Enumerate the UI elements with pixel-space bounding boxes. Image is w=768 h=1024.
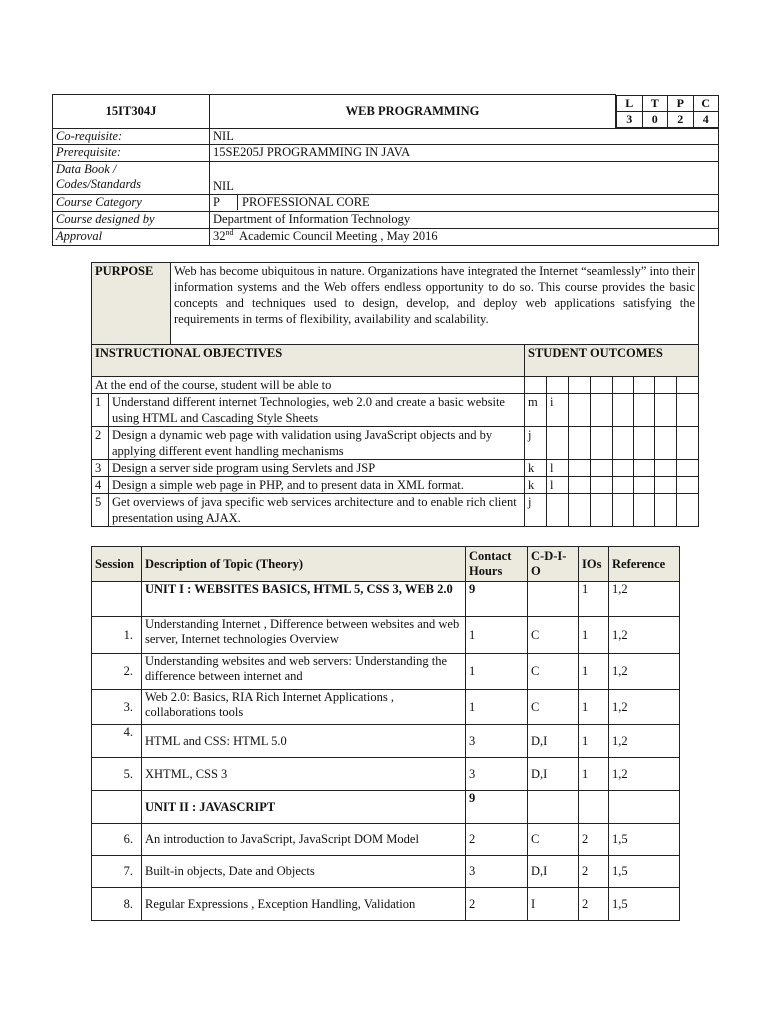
topic-row xyxy=(92,856,680,888)
outcome-blank xyxy=(677,377,699,394)
outcome-blank xyxy=(613,427,634,460)
outcome-blank xyxy=(591,494,613,527)
course-header-table xyxy=(52,94,719,246)
outcome-blank xyxy=(677,427,699,460)
objective-row xyxy=(92,394,699,427)
category-code: P xyxy=(213,195,238,210)
outcome-blank xyxy=(634,394,655,427)
category-name: PROFESSIONAL CORE xyxy=(242,194,370,209)
ltpc-header-t: T xyxy=(642,95,668,111)
topic-cdio: D,I xyxy=(528,725,579,758)
topic-session: 5. xyxy=(92,758,142,791)
topic-hours: 9 xyxy=(466,582,528,617)
objective-row xyxy=(92,427,699,460)
info-value-corequisite: NIL xyxy=(210,128,719,144)
objective-outcome: j xyxy=(525,427,547,460)
objective-row xyxy=(92,477,699,494)
topic-reference: 1,2 xyxy=(609,582,680,617)
topic-ios: 1 xyxy=(579,690,609,725)
topic-session: 7. xyxy=(92,856,142,888)
topic-ios: 1 xyxy=(579,758,609,791)
header-description: Description of Topic (Theory) xyxy=(142,547,466,582)
topic-description: Understanding Internet , Difference between websites and web server, Internet technologies Overview xyxy=(142,617,466,654)
ltpc-header-p: P xyxy=(668,95,694,111)
outcome-blank xyxy=(613,460,634,477)
approval-text: Academic Council Meeting , May 2016 xyxy=(233,228,438,243)
topic-reference: 1,2 xyxy=(609,725,680,758)
topic-ios: 2 xyxy=(579,888,609,921)
topic-session: 4. xyxy=(92,725,142,758)
objectives-heading: INSTRUCTIONAL OBJECTIVES xyxy=(92,345,525,377)
objective-outcome: k xyxy=(525,477,547,494)
topic-session xyxy=(92,582,142,617)
objective-text: Design a simple web page in PHP, and to present data in XML format. xyxy=(109,477,525,494)
topic-reference: 1,2 xyxy=(609,690,680,725)
topic-description: Built-in objects, Date and Objects xyxy=(142,856,466,888)
header-ios: IOs xyxy=(579,547,609,582)
info-value-designed-by: Department of Information Technology xyxy=(210,211,719,228)
header-reference: Reference xyxy=(609,547,680,582)
topic-hours: 3 xyxy=(466,725,528,758)
approval-suffix: nd xyxy=(225,227,234,237)
objective-row xyxy=(92,494,699,527)
objective-outcome: k xyxy=(525,460,547,477)
outcome-blank xyxy=(613,477,634,494)
objective-outcome xyxy=(547,427,569,460)
info-label-category: Course Category xyxy=(53,194,210,211)
topic-cdio: C xyxy=(528,690,579,725)
topic-hours: 1 xyxy=(466,690,528,725)
outcome-blank xyxy=(677,494,699,527)
outcome-blank xyxy=(634,494,655,527)
topic-hours: 1 xyxy=(466,617,528,654)
topic-ios: 1 xyxy=(579,654,609,690)
topic-hours: 3 xyxy=(466,856,528,888)
objective-row xyxy=(92,460,699,477)
outcome-blank xyxy=(655,377,677,394)
outcome-blank xyxy=(569,477,591,494)
topic-row xyxy=(92,888,680,921)
objective-outcome: m xyxy=(525,394,547,427)
outcome-blank xyxy=(591,460,613,477)
objective-text: Get overviews of java specific web services architecture and to enable rich client presentation using AJAX. xyxy=(109,494,525,527)
topic-reference: 1,2 xyxy=(609,617,680,654)
outcome-blank xyxy=(613,394,634,427)
outcome-blank xyxy=(677,394,699,427)
ltpc-header-l: L xyxy=(617,95,643,111)
topic-cdio: C xyxy=(528,824,579,856)
info-label-databook-line1: Data Book / xyxy=(56,161,117,176)
purpose-label: PURPOSE xyxy=(92,263,171,345)
header-contact-hours: Contact Hours xyxy=(466,547,528,582)
topic-row xyxy=(92,690,680,725)
header-session: Session xyxy=(92,547,142,582)
objective-text: Design a dynamic web page with validation using JavaScript objects and by applying different event handling mechanisms xyxy=(109,427,525,460)
topic-hours: 3 xyxy=(466,758,528,791)
info-label-designed-by: Course designed by xyxy=(53,211,210,228)
ltpc-cell xyxy=(616,95,719,129)
topic-ios: 2 xyxy=(579,856,609,888)
topics-table xyxy=(91,546,680,921)
ltpc-header-c: C xyxy=(693,95,719,111)
topic-reference: 1,5 xyxy=(609,856,680,888)
ltpc-value-l: 3 xyxy=(617,111,643,127)
topic-session: 3. xyxy=(92,690,142,725)
outcome-blank xyxy=(591,477,613,494)
objective-number: 4 xyxy=(92,477,109,494)
topic-session: 1. xyxy=(92,617,142,654)
topic-row xyxy=(92,617,680,654)
topic-description: HTML and CSS: HTML 5.0 xyxy=(142,725,466,758)
topic-row xyxy=(92,824,680,856)
topic-row xyxy=(92,654,680,690)
topic-session xyxy=(92,791,142,824)
course-code: 15IT304J xyxy=(53,95,210,129)
info-label-databook xyxy=(53,161,210,194)
outcome-blank xyxy=(677,477,699,494)
topic-cdio: C xyxy=(528,617,579,654)
objective-number: 1 xyxy=(92,394,109,427)
info-label-approval: Approval xyxy=(53,228,210,245)
topic-cdio: D,I xyxy=(528,758,579,791)
topic-hours: 2 xyxy=(466,888,528,921)
objective-number: 5 xyxy=(92,494,109,527)
objective-text: Design a server side program using Servlets and JSP xyxy=(109,460,525,477)
outcome-blank xyxy=(525,377,547,394)
info-value-category xyxy=(210,194,719,211)
outcome-blank xyxy=(613,494,634,527)
outcomes-heading: STUDENT OUTCOMES xyxy=(525,345,699,377)
topic-description: Web 2.0: Basics, RIA Rich Internet Applications , collaborations tools xyxy=(142,690,466,725)
outcome-blank xyxy=(591,394,613,427)
purpose-text: Web has become ubiquitous in nature. Organizations have integrated the Internet “seamlessly” into their information systems and the Web offers endless opportunity to do so. This course provides the basic concepts and techniques used to design, develop, and deploy web applications satisfying the requirements in terms of flexibility, availability and scalability. xyxy=(171,263,699,345)
objective-outcome: j xyxy=(525,494,547,527)
topic-session: 8. xyxy=(92,888,142,921)
objective-outcome: i xyxy=(547,394,569,427)
topic-cdio: C xyxy=(528,654,579,690)
info-value-prerequisite: 15SE205J PROGRAMMING IN JAVA xyxy=(210,144,719,161)
topic-reference xyxy=(609,791,680,824)
unit-row xyxy=(92,791,680,824)
topic-row xyxy=(92,725,680,758)
ltpc-value-c: 4 xyxy=(693,111,719,127)
topic-hours: 2 xyxy=(466,824,528,856)
topics-header-row xyxy=(92,547,680,582)
topic-ios: 1 xyxy=(579,617,609,654)
topic-cdio xyxy=(528,791,579,824)
outcome-blank xyxy=(655,494,677,527)
topic-reference: 1,5 xyxy=(609,888,680,921)
objective-text: Understand different internet Technologies, web 2.0 and create a basic website using HTML and Cascading Style Sheets xyxy=(109,394,525,427)
topic-reference: 1,2 xyxy=(609,758,680,791)
info-value-approval xyxy=(210,228,719,245)
outcome-blank xyxy=(547,377,569,394)
objective-outcome: l xyxy=(547,477,569,494)
outcome-blank xyxy=(655,460,677,477)
outcome-blank xyxy=(634,477,655,494)
outcome-blank xyxy=(591,427,613,460)
topic-session: 2. xyxy=(92,654,142,690)
topic-session: 6. xyxy=(92,824,142,856)
outcome-blank xyxy=(591,377,613,394)
outcome-blank xyxy=(569,377,591,394)
topic-row xyxy=(92,758,680,791)
objective-number: 2 xyxy=(92,427,109,460)
outcome-blank xyxy=(569,394,591,427)
topic-reference: 1,5 xyxy=(609,824,680,856)
topic-reference: 1,2 xyxy=(609,654,680,690)
outcome-blank xyxy=(634,427,655,460)
outcome-blank xyxy=(613,377,634,394)
objective-number: 3 xyxy=(92,460,109,477)
info-label-corequisite: Co-requisite: xyxy=(53,128,210,144)
ltpc-table xyxy=(616,95,719,128)
info-value-databook: NIL xyxy=(210,161,719,194)
topic-hours: 1 xyxy=(466,654,528,690)
topic-ios: 1 xyxy=(579,725,609,758)
outcome-blank xyxy=(655,477,677,494)
course-title: WEB PROGRAMMING xyxy=(210,95,616,129)
outcome-blank xyxy=(677,460,699,477)
topic-ios: 1 xyxy=(579,582,609,617)
topic-description: Regular Expressions , Exception Handling, Validation xyxy=(142,888,466,921)
unit-title: UNIT I : WEBSITES BASICS, HTML 5, CSS 3, WEB 2.0 xyxy=(142,582,466,617)
info-label-prerequisite: Prerequisite: xyxy=(53,144,210,161)
outcome-blank xyxy=(569,427,591,460)
topic-cdio: I xyxy=(528,888,579,921)
topic-description: An introduction to JavaScript, JavaScript DOM Model xyxy=(142,824,466,856)
outcome-blank xyxy=(634,377,655,394)
objectives-intro: At the end of the course, student will be able to xyxy=(92,377,525,394)
outcome-blank xyxy=(569,494,591,527)
outcome-blank xyxy=(655,394,677,427)
unit-title: UNIT II : JAVASCRIPT xyxy=(142,791,466,824)
ltpc-value-t: 0 xyxy=(642,111,668,127)
objective-outcome xyxy=(547,494,569,527)
outcome-blank xyxy=(569,460,591,477)
topic-hours: 9 xyxy=(466,791,528,824)
info-label-databook-line2: Codes/Standards xyxy=(56,176,141,191)
outcome-blank xyxy=(634,460,655,477)
topic-cdio xyxy=(528,582,579,617)
objectives-table xyxy=(91,262,699,527)
topic-cdio: D,I xyxy=(528,856,579,888)
unit-row xyxy=(92,582,680,617)
header-cdio: C-D-I-O xyxy=(528,547,579,582)
objective-outcome: l xyxy=(547,460,569,477)
topic-ios: 2 xyxy=(579,824,609,856)
topic-description: XHTML, CSS 3 xyxy=(142,758,466,791)
approval-number: 32 xyxy=(213,228,226,243)
topic-ios xyxy=(579,791,609,824)
ltpc-value-p: 2 xyxy=(668,111,694,127)
topic-description: Understanding websites and web servers: Understanding the difference between internet and xyxy=(142,654,466,690)
outcome-blank xyxy=(655,427,677,460)
